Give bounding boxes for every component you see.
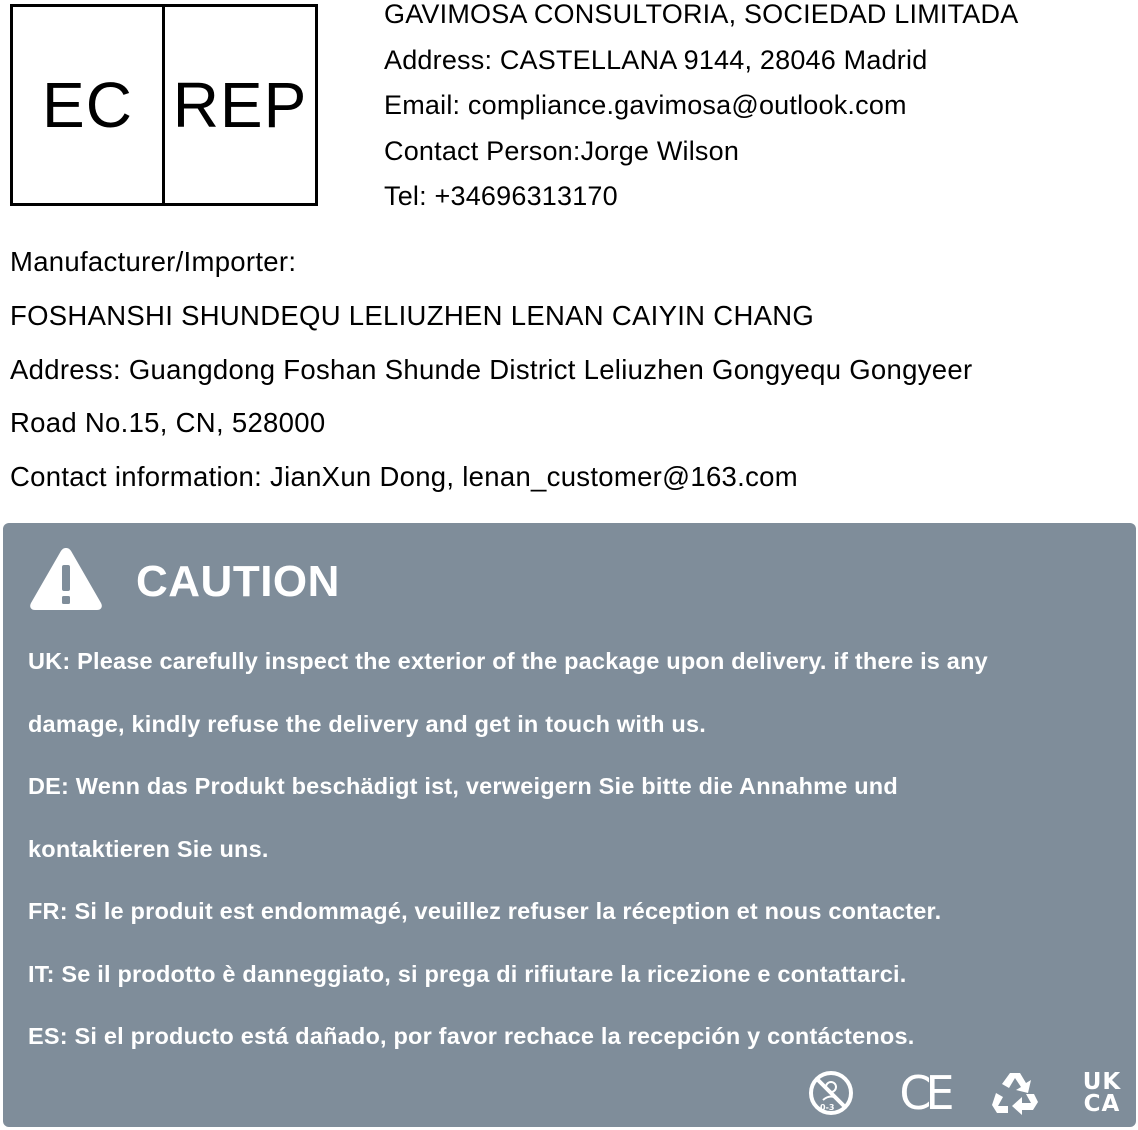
manufacturer-contact: Contact information: JianXun Dong, lenan_customer@163.com (10, 461, 798, 493)
compliance-marks (3, 1068, 1136, 1118)
recycle-icon (988, 1068, 1042, 1118)
caution-uk-line-1: UK: Please carefully inspect the exterior of the package upon delivery. if there is any (28, 648, 988, 674)
ec-rep-symbol (10, 4, 318, 206)
manufacturer-address-line-1: Address: Guangdong Foshan Shunde District Leliuzhen Gongyequ Gongyeer (10, 353, 973, 385)
manufacturer-address-line-2: Road No.15, CN, 528000 (10, 407, 326, 439)
warning-triangle-icon (28, 545, 104, 613)
not-for-age-0-3-icon (806, 1068, 856, 1118)
caution-de-line-1: DE: Wenn das Produkt beschädigt ist, verweigern Sie bitte die Annahme und (28, 773, 898, 799)
rep-company-name: GAVIMOSA CONSULTORIA, SOCIEDAD LIMITADA (384, 0, 1019, 29)
ukca-top: UK (1082, 1069, 1122, 1095)
caution-de-line-2: kontaktieren Sie uns. (28, 835, 269, 862)
manufacturer-name: FOSHANSHI SHUNDEQU LELIUZHEN LENAN CAIYIN CHANG (10, 299, 815, 331)
caution-panel (3, 523, 1136, 1127)
rep-phone: Tel: +34696313170 (384, 181, 618, 211)
rep-address: Address: CASTELLANA 9144, 28046 Madrid (384, 44, 928, 75)
caution-fr-line: FR: Si le produit est endommagé, veuillez refuser la réception et nous contacter. (28, 898, 942, 924)
ec-rep-details (384, 0, 1134, 228)
caution-es-line: ES: Si el producto está dañado, por favor rechace la recepción y contáctenos. (28, 1023, 915, 1049)
rep-email: Email: compliance.gavimosa@outlook.com (384, 90, 907, 120)
caution-it-line: IT: Se il prodotto è danneggiato, si prega di rifiutare la ricezione e contattarci. (28, 960, 907, 987)
rep-contact-person: Contact Person:Jorge Wilson (384, 135, 740, 166)
ukca-mark-icon (1077, 1068, 1127, 1118)
ec-label: EC (13, 7, 165, 203)
rep-label: REP (172, 69, 308, 141)
manufacturer-heading: Manufacturer/Importer: (10, 246, 297, 277)
manufacturer-details (10, 246, 1135, 515)
age-range-label: 0-3 (820, 1103, 835, 1112)
ukca-bottom: CA (1083, 1091, 1121, 1117)
caution-uk-line-2: damage, kindly refuse the delivery and get in touch with us. (28, 710, 706, 737)
caution-text (28, 645, 1128, 1083)
caution-title: CAUTION (136, 557, 340, 606)
ce-mark-icon: CE (899, 1066, 949, 1120)
